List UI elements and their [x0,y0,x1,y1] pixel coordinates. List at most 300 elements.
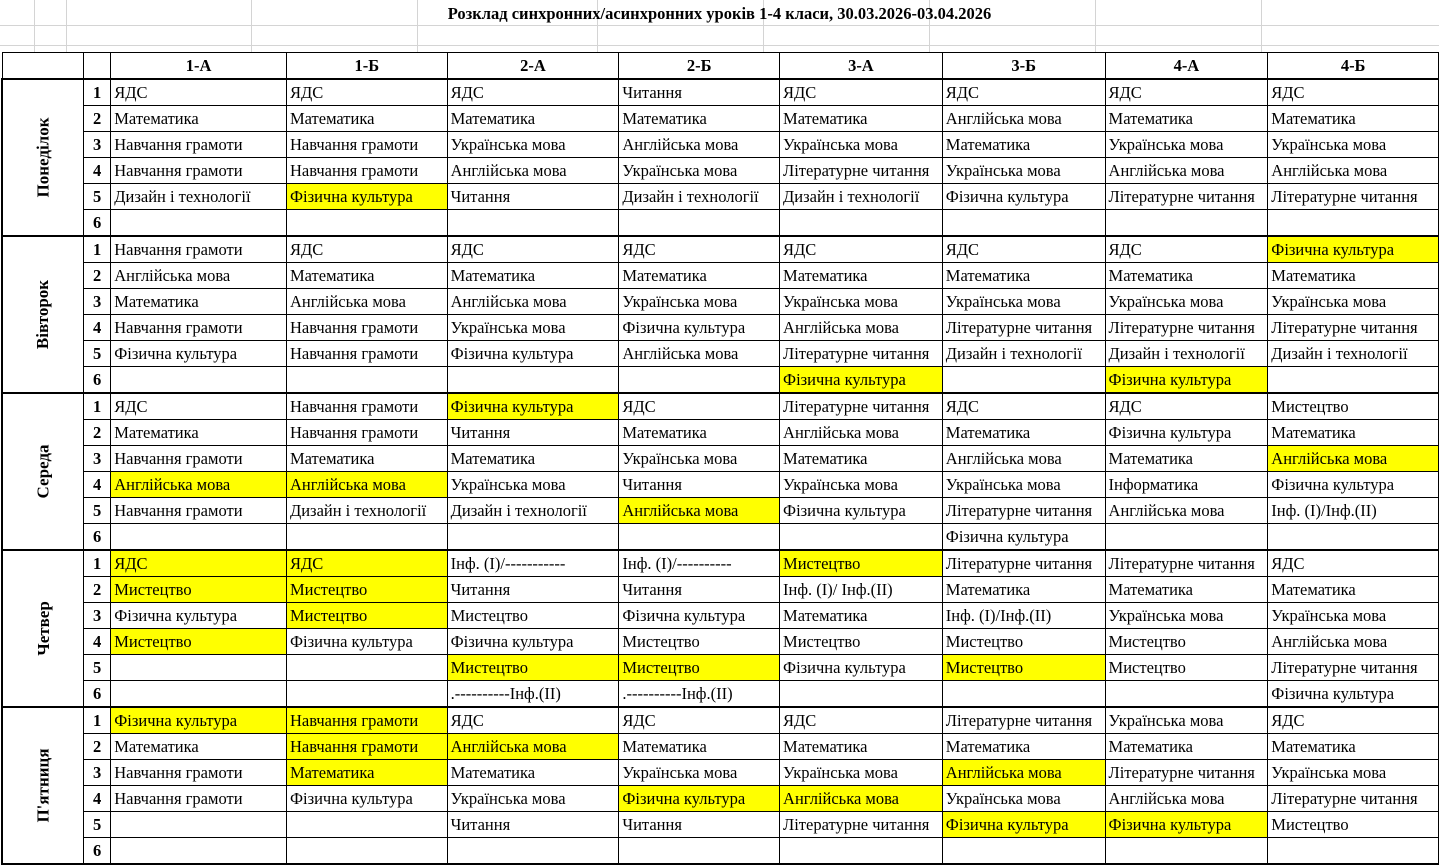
lesson-cell[interactable]: Навчання грамоти [286,315,447,341]
lesson-cell[interactable]: Математика [447,263,619,289]
lesson-cell[interactable]: ЯДС [1105,236,1268,263]
lesson-cell[interactable]: Читання [447,184,619,210]
lesson-cell[interactable] [942,838,1105,865]
lesson-cell[interactable]: Літературне читання [942,315,1105,341]
lesson-cell[interactable]: Англійська мова [780,786,943,812]
lesson-cell[interactable]: Літературне читання [780,812,943,838]
lesson-cell[interactable]: Читання [619,79,780,106]
lesson-cell[interactable]: Математика [619,106,780,132]
lesson-cell[interactable]: ЯДС [1268,707,1439,734]
lesson-cell[interactable]: Мистецтво [942,629,1105,655]
lesson-row [2,812,1439,838]
lesson-cell[interactable]: Фізична культура [286,629,447,655]
lesson-cell[interactable]: .----------Інф.(ІІ) [619,681,780,708]
lesson-cell[interactable]: Українська мова [1105,132,1268,158]
lesson-cell[interactable]: Навчання грамоти [286,707,447,734]
lesson-number: 1 [84,550,111,577]
lesson-cell[interactable]: Фізична культура [111,603,287,629]
lesson-cell[interactable]: Дизайн і технології [942,341,1105,367]
lesson-row [2,838,1439,865]
lesson-cell[interactable]: ЯДС [780,236,943,263]
lesson-cell[interactable]: Інф. (І)/----------- [447,550,619,577]
lesson-cell[interactable]: Літературне читання [1268,315,1439,341]
lesson-number: 5 [84,341,111,367]
lesson-cell[interactable]: Українська мова [1105,707,1268,734]
lesson-cell[interactable] [286,681,447,708]
lesson-cell[interactable]: Читання [447,420,619,446]
lesson-cell[interactable]: Математика [780,446,943,472]
lesson-cell[interactable]: Фізична культура [619,315,780,341]
lesson-cell[interactable]: Дизайн і технології [780,184,943,210]
lesson-cell[interactable]: ЯДС [111,550,287,577]
lesson-cell[interactable]: ЯДС [780,707,943,734]
class-header[interactable]: 4-А [1105,53,1268,80]
lesson-cell[interactable]: Інф. (І)/ Інф.(ІІ) [780,577,943,603]
lesson-cell[interactable]: Навчання грамоти [111,446,287,472]
lesson-cell[interactable]: Мистецтво [447,603,619,629]
lesson-cell[interactable]: Математика [780,603,943,629]
lesson-number: 4 [84,472,111,498]
lesson-cell[interactable]: Математика [780,106,943,132]
lesson-cell[interactable]: Фізична культура [619,786,780,812]
lesson-cell[interactable]: Українська мова [619,158,780,184]
lesson-cell[interactable]: Англійська мова [1268,446,1439,472]
lesson-cell[interactable]: ЯДС [111,393,287,420]
lesson-cell[interactable]: Літературне читання [942,498,1105,524]
lesson-cell[interactable]: Фізична культура [1105,812,1268,838]
lesson-cell[interactable]: ЯДС [111,79,287,106]
lesson-cell[interactable] [942,210,1105,237]
lesson-cell[interactable]: Англійська мова [1268,158,1439,184]
lesson-cell[interactable]: Українська мова [619,446,780,472]
lesson-cell[interactable]: ЯДС [942,236,1105,263]
lesson-cell[interactable]: Математика [1268,420,1439,446]
lesson-number: 1 [84,393,111,420]
lesson-cell[interactable]: Мистецтво [780,550,943,577]
lesson-cell[interactable]: Англійська мова [1268,629,1439,655]
lesson-cell[interactable] [942,681,1105,708]
lesson-cell[interactable] [447,210,619,237]
lesson-cell[interactable] [111,210,287,237]
lesson-row [2,158,1439,184]
lesson-cell[interactable]: Англійська мова [286,289,447,315]
lesson-cell[interactable]: Фізична культура [447,341,619,367]
lesson-cell[interactable]: Фізична культура [447,629,619,655]
lesson-cell[interactable]: Математика [619,734,780,760]
lesson-number: 3 [84,132,111,158]
lesson-cell[interactable] [286,210,447,237]
class-header[interactable]: 2-Б [619,53,780,80]
lesson-number: 4 [84,786,111,812]
lesson-cell[interactable] [111,812,287,838]
lesson-cell[interactable]: Фізична культура [447,393,619,420]
lesson-cell[interactable]: Математика [286,106,447,132]
lesson-cell[interactable]: Математика [619,420,780,446]
lesson-cell[interactable]: Фізична культура [942,524,1105,551]
lesson-cell[interactable] [111,838,287,865]
lesson-cell[interactable]: Навчання грамоти [286,734,447,760]
lesson-cell[interactable]: ЯДС [286,236,447,263]
lesson-cell[interactable]: Математика [286,760,447,786]
lesson-cell[interactable]: Українська мова [780,132,943,158]
lesson-cell[interactable]: Математика [286,446,447,472]
lesson-cell[interactable]: Інф. (І)/Інф.(ІІ) [942,603,1105,629]
day-label-cell [2,236,84,393]
corner-cell-day [2,53,84,80]
lesson-cell[interactable]: Читання [619,472,780,498]
lesson-cell[interactable]: Дизайн і технології [447,498,619,524]
lesson-cell[interactable]: Математика [111,106,287,132]
lesson-cell[interactable] [619,838,780,865]
lesson-cell[interactable]: Математика [111,734,287,760]
lesson-cell[interactable]: Математика [619,263,780,289]
lesson-cell[interactable]: Математика [942,263,1105,289]
lesson-cell[interactable] [780,210,943,237]
lesson-cell[interactable]: Мистецтво [286,577,447,603]
lesson-cell[interactable]: Мистецтво [1105,655,1268,681]
lesson-cell[interactable]: ЯДС [1105,393,1268,420]
lesson-cell[interactable]: Українська мова [780,472,943,498]
lesson-cell[interactable]: Фізична культура [619,603,780,629]
lesson-cell[interactable]: Літературне читання [1268,655,1439,681]
lesson-cell[interactable]: Українська мова [1268,132,1439,158]
lesson-cell[interactable] [619,524,780,551]
lesson-cell[interactable]: Навчання грамоти [111,158,287,184]
lesson-cell[interactable]: Мистецтво [286,603,447,629]
lesson-cell[interactable]: Навчання грамоти [111,315,287,341]
lesson-row [2,132,1439,158]
lesson-cell[interactable]: Англійська мова [447,289,619,315]
lesson-cell[interactable]: ЯДС [942,393,1105,420]
lesson-cell[interactable]: Англійська мова [447,734,619,760]
lesson-cell[interactable]: ЯДС [1105,79,1268,106]
lesson-cell[interactable]: Навчання грамоти [286,393,447,420]
lesson-cell[interactable]: Українська мова [1268,289,1439,315]
lesson-cell[interactable]: Англійська мова [942,446,1105,472]
lesson-cell[interactable]: Англійська мова [942,106,1105,132]
lesson-cell[interactable] [286,524,447,551]
lesson-cell[interactable] [1268,210,1439,237]
lesson-cell[interactable] [1105,838,1268,865]
lesson-cell[interactable]: Фізична культура [111,707,287,734]
lesson-cell[interactable]: Англійська мова [286,472,447,498]
corner-cell-number [84,53,111,80]
lesson-cell[interactable]: Математика [942,132,1105,158]
lesson-cell[interactable] [111,524,287,551]
lesson-row [2,550,1439,577]
lesson-cell[interactable]: Математика [1105,734,1268,760]
lesson-cell[interactable]: Математика [942,734,1105,760]
class-header[interactable]: 3-Б [942,53,1105,80]
lesson-cell[interactable]: Математика [780,734,943,760]
lesson-cell[interactable]: Читання [619,812,780,838]
lesson-cell[interactable]: ЯДС [1268,79,1439,106]
lesson-number: 4 [84,315,111,341]
lesson-cell[interactable]: Англійська мова [619,132,780,158]
lesson-number: 1 [84,707,111,734]
lesson-cell[interactable]: Українська мова [942,289,1105,315]
lesson-cell[interactable]: Фізична культура [942,184,1105,210]
lesson-cell[interactable]: Українська мова [1105,603,1268,629]
lesson-cell[interactable]: Англійська мова [1105,786,1268,812]
lesson-cell[interactable]: Фізична культура [286,786,447,812]
lesson-cell[interactable]: Літературне читання [1105,315,1268,341]
lesson-cell[interactable] [1105,524,1268,551]
page-title: Розклад синхронних/асинхронних уроків 1-4 класи, 30.03.2026-03.04.2026 [447,4,992,23]
day-label-cell [2,79,84,236]
lesson-cell[interactable]: Математика [111,289,287,315]
lesson-cell[interactable]: Мистецтво [1105,629,1268,655]
lesson-cell[interactable]: ЯДС [942,79,1105,106]
lesson-number: 1 [84,79,111,106]
lesson-cell[interactable]: Навчання грамоти [111,498,287,524]
lesson-cell[interactable]: Фізична культура [111,341,287,367]
lesson-cell[interactable]: Навчання грамоти [286,158,447,184]
lesson-cell[interactable]: ЯДС [447,79,619,106]
lesson-cell[interactable]: Дизайн і технології [1268,341,1439,367]
lesson-cell[interactable] [780,838,943,865]
lesson-row [2,263,1439,289]
lesson-cell[interactable]: ЯДС [447,236,619,263]
lesson-row [2,707,1439,734]
lesson-cell[interactable] [447,367,619,394]
lesson-number: 5 [84,812,111,838]
lesson-row [2,760,1439,786]
lesson-cell[interactable]: Літературне читання [780,393,943,420]
day-label-cell [2,393,84,550]
lesson-cell[interactable]: Українська мова [1268,603,1439,629]
lesson-cell[interactable]: ЯДС [447,707,619,734]
lesson-cell[interactable]: Літературне читання [942,550,1105,577]
lesson-cell[interactable]: Українська мова [1268,760,1439,786]
lesson-cell[interactable]: Українська мова [942,786,1105,812]
lesson-cell[interactable]: Англійська мова [111,472,287,498]
lesson-cell[interactable]: Мистецтво [942,655,1105,681]
day-name: Четвер [33,601,53,656]
lesson-cell[interactable] [447,838,619,865]
lesson-cell[interactable]: Фізична культура [1268,236,1439,263]
lesson-cell[interactable]: Інформатика [1105,472,1268,498]
lesson-cell[interactable]: Мистецтво [447,655,619,681]
lesson-cell[interactable]: Українська мова [1105,289,1268,315]
lesson-row [2,393,1439,420]
lesson-cell[interactable]: Українська мова [780,289,943,315]
lesson-cell[interactable] [111,681,287,708]
lesson-cell[interactable]: Фізична культура [1268,472,1439,498]
lesson-cell[interactable] [780,681,943,708]
lesson-cell[interactable] [286,838,447,865]
lesson-cell[interactable]: Навчання грамоти [286,420,447,446]
lesson-cell[interactable]: Математика [1105,577,1268,603]
lesson-cell[interactable]: Мистецтво [111,577,287,603]
day-name: П'ятниця [33,748,53,823]
lesson-cell[interactable]: ЯДС [619,393,780,420]
lesson-cell[interactable]: Математика [942,420,1105,446]
lesson-cell[interactable] [111,655,287,681]
lesson-cell[interactable]: Літературне читання [780,341,943,367]
lesson-cell[interactable]: Українська мова [619,760,780,786]
lesson-number: 3 [84,603,111,629]
lesson-cell[interactable]: Інф. (І)/Інф.(ІІ) [1268,498,1439,524]
lesson-cell[interactable]: Дизайн і технології [111,184,287,210]
lesson-cell[interactable] [447,524,619,551]
lesson-cell[interactable]: Англійська мова [447,158,619,184]
lesson-cell[interactable]: Українська мова [447,472,619,498]
lesson-number: 2 [84,106,111,132]
lesson-row [2,603,1439,629]
lesson-cell[interactable]: Математика [1268,577,1439,603]
lesson-cell[interactable]: Інф. (І)/---------- [619,550,780,577]
lesson-cell[interactable]: Фізична культура [1105,420,1268,446]
lesson-cell[interactable]: Літературне читання [942,707,1105,734]
lesson-row [2,236,1439,263]
lesson-number: 3 [84,446,111,472]
lesson-cell[interactable]: Дизайн і технології [619,184,780,210]
lesson-cell[interactable]: Українська мова [447,132,619,158]
day-name: Вівторок [33,279,53,350]
lesson-row [2,498,1439,524]
lesson-row [2,210,1439,237]
lesson-cell[interactable] [111,367,287,394]
lesson-cell[interactable]: Фізична культура [780,655,943,681]
lesson-cell[interactable]: Математика [447,106,619,132]
lesson-cell[interactable] [1105,681,1268,708]
lesson-cell[interactable]: Фізична культура [780,367,943,394]
lesson-cell[interactable] [1105,210,1268,237]
lesson-cell[interactable]: Літературне читання [780,158,943,184]
lesson-cell[interactable]: Мистецтво [780,629,943,655]
lesson-cell[interactable]: Українська мова [447,315,619,341]
lesson-cell[interactable]: Читання [619,577,780,603]
class-header[interactable]: 3-А [780,53,943,80]
lesson-cell[interactable]: Фізична культура [780,498,943,524]
lesson-cell[interactable]: Літературне читання [1105,184,1268,210]
lesson-cell[interactable]: ЯДС [780,79,943,106]
lesson-cell[interactable]: Математика [447,446,619,472]
lesson-cell[interactable]: Мистецтво [111,629,287,655]
lesson-cell[interactable]: Математика [286,263,447,289]
lesson-cell[interactable]: Українська мова [942,158,1105,184]
lesson-cell[interactable]: Мистецтво [619,655,780,681]
lesson-row [2,420,1439,446]
lesson-number: 6 [84,838,111,865]
lesson-cell[interactable]: Фізична культура [1268,681,1439,708]
lesson-cell[interactable]: Математика [780,263,943,289]
lesson-cell[interactable]: Математика [942,577,1105,603]
lesson-cell[interactable]: Навчання грамоти [111,132,287,158]
lesson-cell[interactable]: Читання [447,577,619,603]
lesson-cell[interactable]: Фізична культура [942,812,1105,838]
lesson-cell[interactable]: .----------Інф.(ІІ) [447,681,619,708]
lesson-cell[interactable]: Навчання грамоти [286,132,447,158]
lesson-cell[interactable]: Навчання грамоти [286,341,447,367]
lesson-cell[interactable]: Англійська мова [942,760,1105,786]
lesson-cell[interactable]: Мистецтво [1268,393,1439,420]
lesson-number: 5 [84,184,111,210]
lesson-cell[interactable]: Англійська мова [111,263,287,289]
class-header[interactable]: 1-Б [286,53,447,80]
lesson-cell[interactable]: Англійська мова [619,341,780,367]
lesson-cell[interactable] [942,367,1105,394]
lesson-cell[interactable] [286,367,447,394]
lesson-cell[interactable]: Математика [1268,106,1439,132]
lesson-cell[interactable]: Українська мова [619,289,780,315]
lesson-cell[interactable]: Математика [1105,106,1268,132]
lesson-cell[interactable] [1268,838,1439,865]
lesson-cell[interactable]: Навчання грамоти [111,786,287,812]
lesson-cell[interactable]: Фізична культура [286,184,447,210]
lesson-cell[interactable]: Математика [111,420,287,446]
lesson-number: 2 [84,420,111,446]
lesson-cell[interactable]: Математика [1105,446,1268,472]
lesson-row [2,681,1439,708]
day-name: Понеділок [33,117,53,198]
lesson-number: 6 [84,681,111,708]
lesson-cell[interactable]: Українська мова [780,760,943,786]
lesson-cell[interactable]: Літературне читання [1105,760,1268,786]
lesson-cell[interactable]: Фізична культура [1105,367,1268,394]
lesson-cell[interactable] [619,367,780,394]
lesson-cell[interactable]: Українська мова [942,472,1105,498]
lesson-cell[interactable]: Мистецтво [1268,812,1439,838]
lesson-cell[interactable]: Англійська мова [619,498,780,524]
lesson-row [2,184,1439,210]
lesson-number: 5 [84,655,111,681]
lesson-cell[interactable]: Літературне читання [1268,786,1439,812]
lesson-cell[interactable]: Математика [1268,263,1439,289]
lesson-row [2,289,1439,315]
lesson-cell[interactable]: ЯДС [1268,550,1439,577]
lesson-cell[interactable]: Англійська мова [780,315,943,341]
lesson-cell[interactable] [286,812,447,838]
lesson-row [2,734,1439,760]
lesson-cell[interactable]: Мистецтво [619,629,780,655]
lesson-cell[interactable] [286,655,447,681]
lesson-cell[interactable]: Навчання грамоти [111,236,287,263]
lesson-cell[interactable]: Математика [447,760,619,786]
lesson-row [2,341,1439,367]
lesson-cell[interactable]: ЯДС [619,236,780,263]
lesson-cell[interactable] [1268,367,1439,394]
lesson-row [2,472,1439,498]
lesson-cell[interactable]: Англійська мова [1105,158,1268,184]
lesson-cell[interactable] [780,524,943,551]
lesson-cell[interactable]: ЯДС [286,79,447,106]
lesson-number: 5 [84,498,111,524]
lesson-cell[interactable]: ЯДС [286,550,447,577]
lesson-cell[interactable]: Читання [447,812,619,838]
lesson-row [2,629,1439,655]
lesson-row [2,367,1439,394]
lesson-number: 4 [84,158,111,184]
lesson-cell[interactable]: Українська мова [447,786,619,812]
lesson-cell[interactable]: Дизайн і технології [286,498,447,524]
lesson-cell[interactable]: ЯДС [619,707,780,734]
lesson-cell[interactable] [619,210,780,237]
lesson-cell[interactable]: Навчання грамоти [111,760,287,786]
lesson-cell[interactable]: Математика [1268,734,1439,760]
lesson-cell[interactable] [1268,524,1439,551]
lesson-cell[interactable]: Англійська мова [1105,498,1268,524]
lesson-cell[interactable]: Англійська мова [780,420,943,446]
lesson-cell[interactable]: Літературне читання [1268,184,1439,210]
class-header[interactable]: 1-А [111,53,287,80]
lesson-cell[interactable]: Літературне читання [1105,550,1268,577]
lesson-cell[interactable]: Дизайн і технології [1105,341,1268,367]
class-header[interactable]: 2-А [447,53,619,80]
class-header[interactable]: 4-Б [1268,53,1439,80]
lesson-cell[interactable]: Математика [1105,263,1268,289]
